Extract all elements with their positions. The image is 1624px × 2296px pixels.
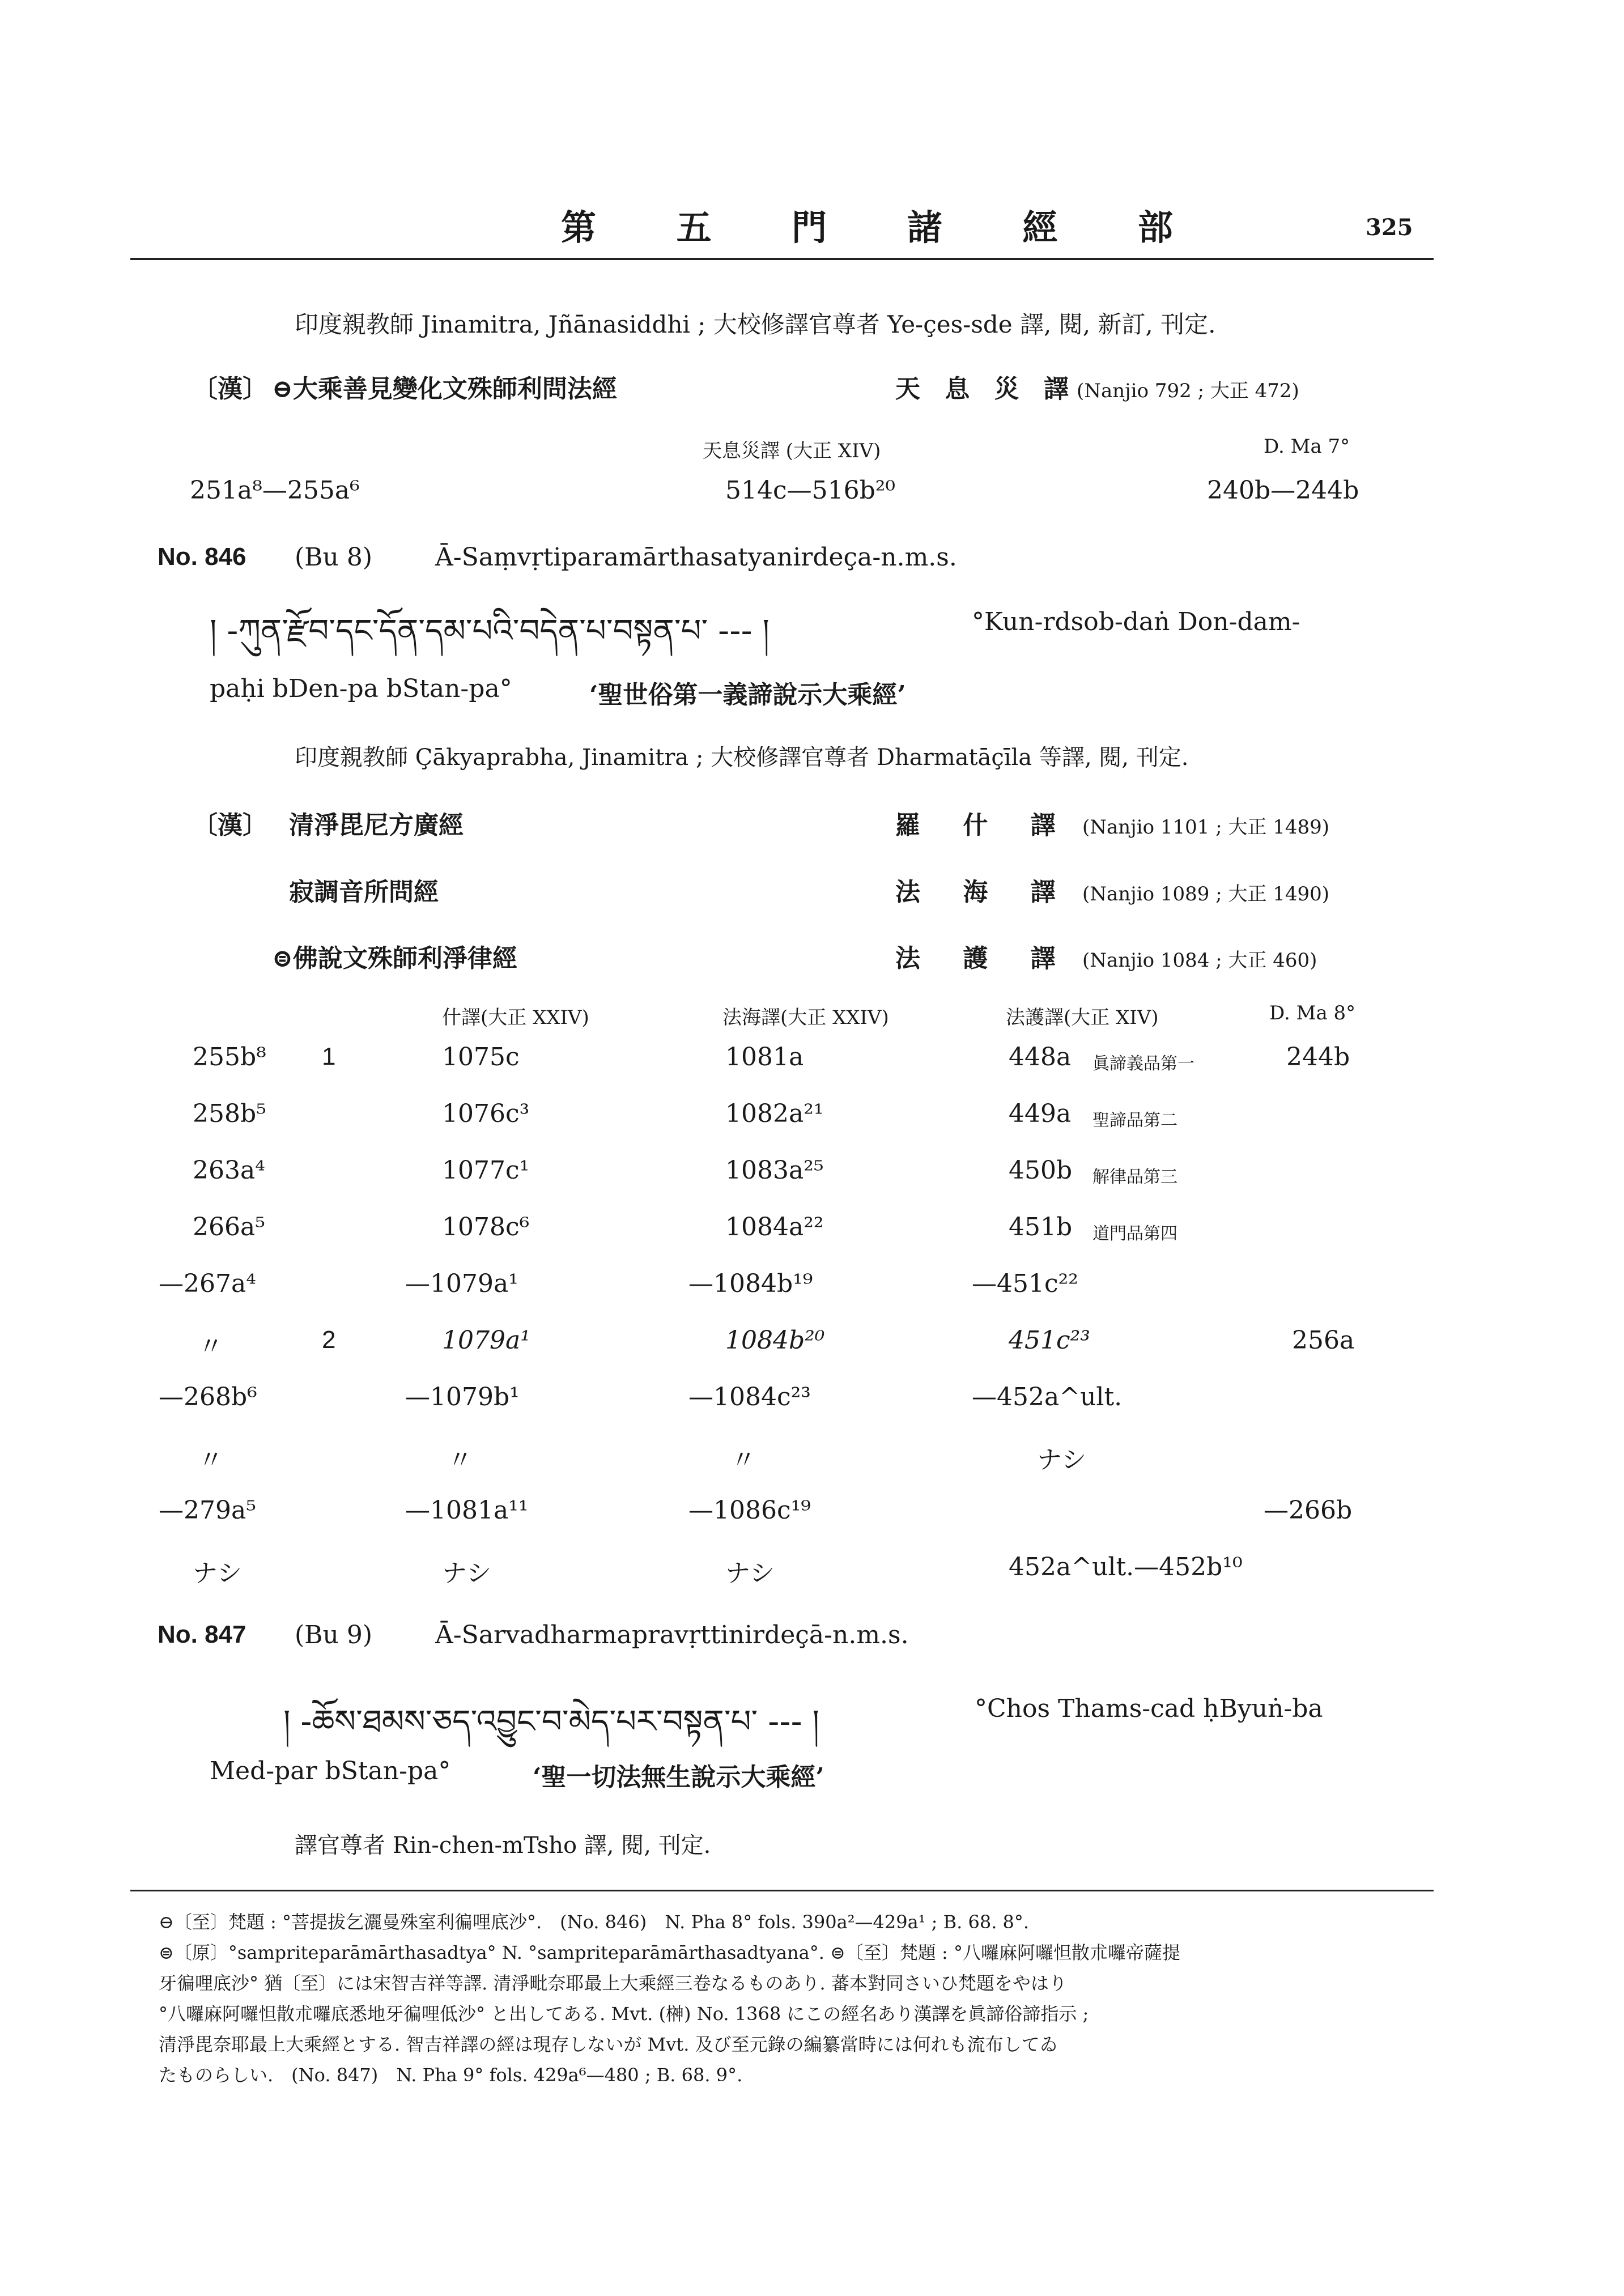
table-cell: 450b bbox=[1009, 1156, 1073, 1185]
table-cell: ナシ bbox=[442, 1559, 492, 1588]
table-cell: 256a bbox=[1292, 1326, 1355, 1355]
han-work-title: 清淨毘尼方廣經 bbox=[289, 811, 464, 840]
table-cell: 1075c bbox=[442, 1043, 520, 1072]
no847-tibetan-roman-2: Med-par bStan-pa° bbox=[210, 1757, 451, 1785]
table-header: 法護譯(大正 XIV) bbox=[1006, 1006, 1159, 1029]
table-header: D. Ma 8° bbox=[1269, 1002, 1356, 1024]
table-cell: 449a bbox=[1009, 1099, 1072, 1128]
table-cell: 244b bbox=[1286, 1043, 1350, 1072]
table-cell: 1083a²⁵ bbox=[725, 1156, 824, 1185]
han-work-ref: (Nanjio 1089 ; 大正 1490) bbox=[1082, 883, 1330, 905]
han-work-title: ⊜佛說文殊師利淨律經 bbox=[272, 944, 517, 973]
table-cell: —451c²² bbox=[972, 1269, 1078, 1298]
table-cell: 1078c⁶ bbox=[442, 1213, 530, 1241]
table-cell: 〃 bbox=[198, 1445, 223, 1474]
no846-tibetan-script: ། -ཀུན་རྫོབ་དང་དོན་དམ་པའི་བདེན་པ་བསྟན་པ་ --- ། bbox=[210, 613, 770, 649]
table-cell: —266b bbox=[1264, 1496, 1353, 1525]
table-cell: —1084b¹⁹ bbox=[688, 1269, 813, 1298]
no845-range-left: 251a⁸—255a⁶ bbox=[190, 476, 360, 505]
no846-chinese-title: ‘聖世俗第一義諦說示大乘經’ bbox=[589, 681, 906, 709]
table-cell: 258b⁵ bbox=[193, 1099, 266, 1128]
table-cell: 255b⁸ bbox=[193, 1043, 266, 1072]
table-cell: 1 bbox=[322, 1043, 336, 1070]
table-cell: 452a^ult.—452b¹⁰ bbox=[1009, 1553, 1243, 1581]
table-cell: 1077c¹ bbox=[442, 1156, 530, 1185]
no847-tibetan-script: ། -ཆོས་ཐམས་ཅད་འབྱུང་བ་མེད་པར་བསྟན་པ་ --- ། bbox=[283, 1703, 819, 1740]
table-cell: 2 bbox=[322, 1326, 336, 1354]
table-cell: —268b⁶ bbox=[159, 1383, 257, 1411]
footnote-line: °八囉麻阿囉怛散朮囉底悉地牙徧哩低沙° と出してある. Mvt. (榊) No. 1368 にこの經名あり漢譯を眞諦俗諦指示 ; bbox=[159, 2003, 1089, 2025]
table-cell: —1084c²³ bbox=[688, 1383, 811, 1411]
han-work-ref: (Nanjio 1084 ; 大正 460) bbox=[1082, 949, 1317, 972]
no845-range-right: 240b—244b bbox=[1207, 476, 1359, 505]
no847-label: No. 847 bbox=[158, 1621, 246, 1648]
table-cell: 451b bbox=[1009, 1213, 1073, 1241]
footnote-line: 清淨毘奈耶最上大乘經とする. 智吉祥譯の經は現存しないが Mvt. 及び至元錄の編纂當時には何れも流布してゐ bbox=[159, 2034, 1058, 2055]
table-cell: —1086c¹⁹ bbox=[688, 1496, 811, 1525]
no846-sanskrit: Ā-Saṃvṛtiparamārthasatyanirdeça-n.m.s. bbox=[435, 543, 957, 572]
no846-tibetan-roman-1: °Kun-rdsob-daṅ Don-dam- bbox=[972, 607, 1300, 636]
no845-range-mid: 514c—516b²⁰ bbox=[725, 476, 896, 505]
no845-han-ref: (Nanjio 792 ; 大正 472) bbox=[1077, 380, 1299, 402]
table-cell: 〃 bbox=[731, 1445, 756, 1474]
table-cell: 1082a²¹ bbox=[725, 1099, 824, 1128]
no846-bu: (Bu 8) bbox=[295, 543, 372, 572]
no846-translators: 印度親教師 Çākyaprabha, Jinamitra ; 大校修譯官尊者 Dharmatāçīla 等譯, 閱, 刊定. bbox=[295, 745, 1189, 771]
table-cell: ナシ bbox=[1037, 1445, 1087, 1474]
table-cell: —279a⁵ bbox=[159, 1496, 256, 1525]
footnote-rule bbox=[130, 1890, 1434, 1891]
table-cell: 〃 bbox=[198, 1332, 223, 1361]
table-cell: 266a⁵ bbox=[193, 1213, 265, 1241]
han-work-title: 寂調音所問經 bbox=[289, 878, 439, 907]
table-cell: —1081a¹¹ bbox=[405, 1496, 529, 1525]
table-cell: 1084a²² bbox=[725, 1213, 824, 1241]
footnote-line: 牙徧哩底沙° 猶〔至〕には宋智吉祥等譯. 清淨毗奈耶最上大乘經三卷なるものあり. 蕃本對同さいひ梵題をやはり bbox=[159, 1972, 1067, 1994]
no847-sanskrit: Ā-Sarvadharmapravṛttinirdeçā-n.m.s. bbox=[435, 1621, 909, 1649]
table-cell: —1079b¹ bbox=[405, 1383, 520, 1411]
no845-han-title: ⊖大乘善見變化文殊師利問法經 bbox=[272, 375, 617, 403]
no846-tibetan-roman-2: paḥi bDen-pa bStan-pa° bbox=[210, 674, 512, 703]
table-cell-note: 道門品第四 bbox=[1092, 1224, 1177, 1244]
no847-bu: (Bu 9) bbox=[295, 1621, 372, 1649]
han-work-translator: 法 海 譯 bbox=[895, 878, 1073, 907]
no845-col-head-right: D. Ma 7° bbox=[1264, 435, 1350, 458]
no847-chinese-title: ‘聖一切法無生說示大乘經’ bbox=[533, 1763, 824, 1792]
footnote-line: ⊜〔原〕°sampriteparāmārthasadtya° N. °sampriteparāmārthasadtyana°. ⊜〔至〕梵題 : °八囉麻阿囉怛散朮囉帝薩提 bbox=[159, 1942, 1180, 1963]
table-cell: 1079a¹ bbox=[442, 1326, 530, 1355]
header-rule bbox=[130, 258, 1434, 260]
table-header: 法海譯(大正 XXIV) bbox=[722, 1006, 889, 1029]
table-cell: —452a^ult. bbox=[972, 1383, 1123, 1411]
table-cell: ナシ bbox=[193, 1559, 243, 1588]
table-cell-note: 聖諦品第二 bbox=[1092, 1111, 1177, 1130]
footnote-line: たものらしい. (No. 847) N. Pha 9° fols. 429a⁶—480 ; B. 68. 9°. bbox=[159, 2064, 743, 2086]
han-work-ref: (Nanjio 1101 ; 大正 1489) bbox=[1082, 816, 1330, 839]
table-header: 什譯(大正 XXIV) bbox=[442, 1006, 589, 1029]
table-cell: 1084b²⁰ bbox=[725, 1326, 825, 1355]
no845-han-translator: 天 息 災 譯 bbox=[895, 375, 1077, 403]
han-work-translator: 法 護 譯 bbox=[895, 944, 1073, 973]
table-cell: 263a⁴ bbox=[193, 1156, 265, 1185]
no846-label: No. 846 bbox=[158, 543, 246, 571]
page-number: 325 bbox=[1366, 214, 1413, 241]
footnote-line: ⊖〔至〕梵題 : °菩提拔乞灑曼殊室利徧哩底沙°. (No. 846) N. Pha 8° fols. 390a²—429a¹ ; B. 68. 8°. bbox=[159, 1911, 1030, 1933]
han-work-translator: 羅 什 譯 bbox=[895, 811, 1073, 840]
table-cell: 448a bbox=[1009, 1043, 1072, 1072]
table-cell: 1081a bbox=[725, 1043, 804, 1072]
table-cell: 1076c³ bbox=[442, 1099, 530, 1128]
no845-han-marker: 〔漢〕 bbox=[193, 375, 267, 403]
table-cell: ナシ bbox=[725, 1559, 775, 1588]
table-cell-note: 眞諦義品第一 bbox=[1092, 1054, 1194, 1074]
no846-han-marker: 〔漢〕 bbox=[193, 811, 267, 840]
page-header-title: 第 五 門 諸 經 部 bbox=[561, 207, 1207, 248]
no845-col-head-mid: 天息災譯 (大正 XIV) bbox=[703, 440, 881, 462]
table-cell-note: 解律品第三 bbox=[1092, 1167, 1177, 1187]
table-cell: —1079a¹ bbox=[405, 1269, 518, 1298]
no847-tibetan-roman-1: °Chos Thams-cad ḥByuṅ-ba bbox=[975, 1694, 1323, 1723]
no847-translators: 譯官尊者 Rin-chen-mTsho 譯, 閱, 刊定. bbox=[295, 1832, 711, 1859]
no845-translators: 印度親教師 Jinamitra, Jñānasiddhi ; 大校修譯官尊者 Ye-çes-sde 譯, 閱, 新訂, 刊定. bbox=[295, 311, 1216, 338]
table-cell: —267a⁴ bbox=[159, 1269, 256, 1298]
table-cell: 451c²³ bbox=[1009, 1326, 1090, 1355]
table-cell: 〃 bbox=[448, 1445, 473, 1474]
